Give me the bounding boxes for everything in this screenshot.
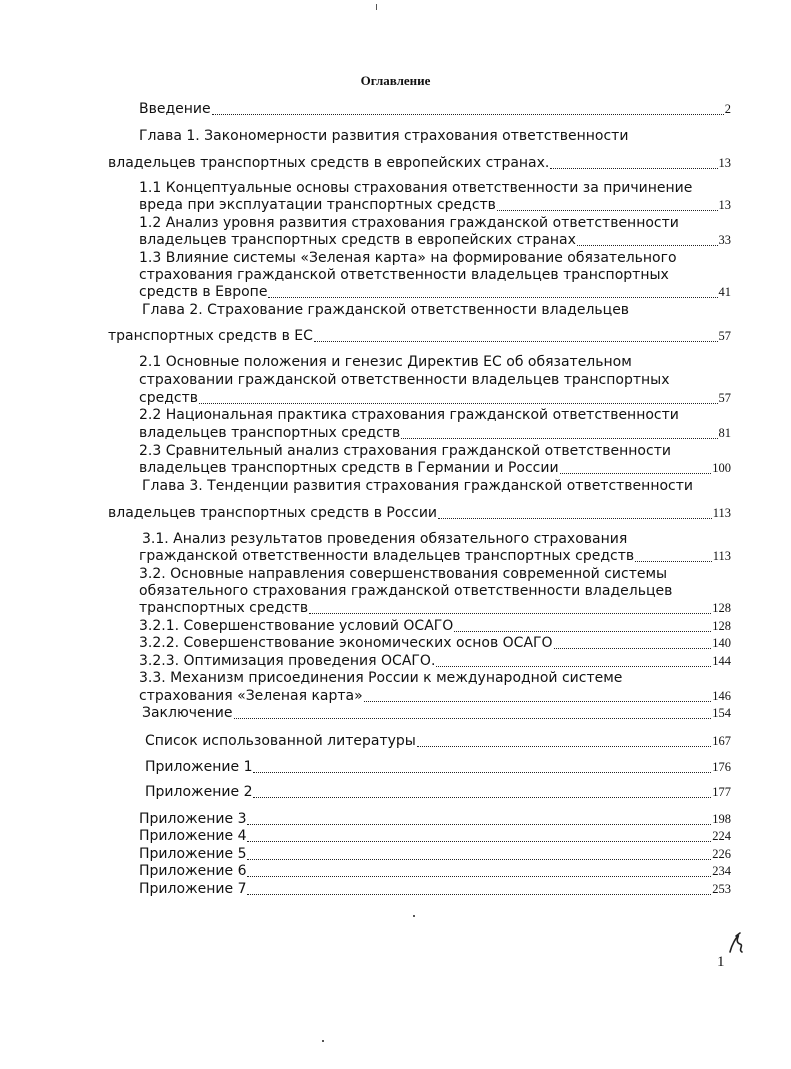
toc-entry-text: владельцев транспортных средств в европейских странах. — [108, 155, 550, 171]
toc-entry-chapter-2[interactable] — [108, 328, 731, 345]
toc-entry-conclusion[interactable] — [142, 705, 731, 722]
toc-entry-text: Приложение 2 — [145, 784, 253, 800]
toc-entry-2-3-line1: 2.3 Сравнительный анализ страхования гражданской ответственности — [139, 443, 671, 459]
dot-leader — [253, 772, 711, 773]
toc-entry-2-1-line2: страховании гражданской ответственности владельцев транспортных — [139, 372, 670, 388]
toc-page-number: 57 — [718, 329, 731, 343]
toc-page-number: 226 — [712, 847, 731, 861]
toc-entry-2-1[interactable] — [139, 390, 731, 407]
toc-entry-1-3[interactable] — [139, 284, 731, 301]
toc-page-number: 167 — [712, 734, 731, 748]
toc-entry-chapter-1-line1: Глава 1. Закономерности развития страхования ответственности — [139, 128, 629, 144]
toc-entry-text: Приложение 5 — [139, 846, 247, 862]
toc-entry-1-3-line1: 1.3 Влияние системы «Зеленая карта» на формирование обязательного — [139, 250, 677, 266]
toc-entry-3-2-1[interactable] — [139, 618, 731, 635]
toc-page-number: 198 — [712, 812, 731, 826]
toc-page-number: 176 — [712, 760, 731, 774]
toc-entry-chapter-1[interactable] — [108, 155, 731, 172]
toc-entry-text: Приложение 7 — [139, 881, 247, 897]
toc-entry-3-2-line2: обязательного страхования гражданской ответственности владельцев — [139, 583, 673, 599]
dot-leader — [309, 613, 711, 614]
toc-entry-1-3-line2: страхования гражданской ответственности владельцев транспортных — [139, 267, 669, 283]
toc-page-number: 234 — [712, 864, 731, 878]
toc-entry-3-2-3[interactable] — [139, 653, 731, 670]
toc-entry-text: Приложение 4 — [139, 828, 247, 844]
toc-entry-text: средств в Европе — [139, 284, 268, 300]
toc-entry-text: страхования «Зеленая карта» — [139, 688, 363, 704]
toc-entry-chapter-3-line1: Глава 3. Тенденции развития страхования гражданской ответственности — [142, 478, 693, 494]
page-title: Оглавление — [360, 73, 431, 88]
dot-leader — [212, 114, 724, 115]
toc-page-number: 113 — [712, 506, 731, 520]
toc-entry-1-1-line1: 1.1 Концептуальные основы страхования ответственности за причинение — [139, 180, 693, 196]
toc-entry-text: вреда при эксплуатации транспортных средств — [139, 197, 496, 213]
dot-leader — [635, 561, 712, 562]
toc-entry-text: Приложение 1 — [145, 759, 253, 775]
toc-entry-3-2-line1: 3.2. Основные направления совершенствования современной системы — [139, 566, 668, 582]
toc-entry-text: транспортных средств в ЕС — [108, 328, 313, 344]
dot-leader — [364, 701, 712, 702]
toc-entry-appendix-4[interactable] — [139, 828, 731, 845]
dot-leader — [268, 297, 717, 298]
dot-leader — [199, 403, 718, 404]
dot-leader — [247, 824, 711, 825]
toc-entry-text: Список использованной литературы — [145, 733, 416, 749]
toc-page-number: 57 — [718, 391, 731, 405]
toc-entry-text: 3.2.2. Совершенствование экономических основ ОСАГО — [139, 635, 553, 651]
toc-entry-1-1[interactable] — [139, 197, 731, 214]
toc-entry-text: 3.2.3. Оптимизация проведения ОСАГО. — [139, 653, 436, 669]
toc-entry-appendix-5[interactable] — [139, 846, 731, 863]
toc-entry-3-1-line1: 3.1. Анализ результатов проведения обязательного страхования — [142, 531, 628, 547]
toc-entry-appendix-3[interactable] — [139, 811, 731, 828]
toc-entry-1-2[interactable] — [139, 232, 731, 249]
toc-page-number: 33 — [718, 233, 731, 247]
toc-entry-text: гражданской ответственности владельцев транспортных средств — [139, 548, 635, 564]
toc-entry-3-2[interactable] — [139, 600, 731, 617]
toc-entry-3-3-line1: 3.3. Механизм присоединения России к международной системе — [139, 670, 623, 686]
toc-entry-appendix-2[interactable] — [145, 784, 731, 801]
toc-entry-introduction[interactable] — [139, 101, 731, 118]
dot-leader — [314, 341, 718, 342]
toc-page-number: 2 — [724, 102, 731, 116]
toc-page-number: 113 — [712, 549, 731, 563]
dot-leader — [247, 859, 711, 860]
toc-entry-3-1[interactable] — [139, 548, 731, 565]
toc-page-number: 13 — [718, 156, 731, 170]
toc-entry-text: владельцев транспортных средств в европейских странах — [139, 232, 576, 248]
dot-leader — [497, 210, 718, 211]
toc-entry-text: владельцев транспортных средств — [139, 425, 401, 441]
toc-entry-chapter-2-line1: Глава 2. Страхование гражданской ответственности владельцев — [142, 302, 630, 318]
toc-entry-2-2-line1: 2.2 Национальная практика страхования гражданской ответственности — [139, 407, 679, 423]
toc-page-number: 41 — [718, 285, 731, 299]
toc-page-number: 253 — [712, 882, 731, 896]
toc-page-number: 128 — [712, 601, 731, 615]
dot-leader — [247, 841, 711, 842]
toc-page-number: 81 — [718, 426, 731, 440]
toc-entry-text: Приложение 3 — [139, 811, 247, 827]
toc-entry-1-2-line1: 1.2 Анализ уровня развития страхования гражданской ответственности — [139, 215, 679, 231]
toc-entry-2-2[interactable] — [139, 425, 731, 442]
toc-page-number: 140 — [712, 636, 731, 650]
toc-entry-appendix-1[interactable] — [145, 759, 731, 776]
toc-entry-text: владельцев транспортных средств в Германии и России — [139, 460, 559, 476]
toc-entry-2-1-line1: 2.1 Основные положения и генезис Директив ЕС об обязательном — [139, 354, 632, 370]
toc-entry-appendix-7[interactable] — [139, 881, 731, 898]
dot-leader — [560, 473, 712, 474]
dot-leader — [577, 245, 718, 246]
dot-leader — [417, 746, 711, 747]
toc-entry-text: Заключение — [142, 705, 233, 721]
page-number: 1 — [717, 954, 725, 970]
toc-entry-text: средств — [139, 390, 198, 406]
dot-leader — [401, 438, 717, 439]
dot-leader — [454, 631, 711, 632]
dot-leader — [253, 797, 711, 798]
toc-entry-appendix-6[interactable] — [139, 863, 731, 880]
toc-page-number: 154 — [712, 706, 731, 720]
dot-leader — [247, 894, 711, 895]
toc-entry-3-3[interactable] — [139, 688, 731, 705]
dot-leader — [234, 718, 712, 719]
toc-entry-text: Введение — [139, 101, 211, 117]
dot-leader — [550, 168, 717, 169]
toc-entry-2-3[interactable] — [139, 460, 731, 477]
dot-leader — [247, 876, 711, 877]
toc-page-number: 144 — [712, 654, 731, 668]
toc-page-number: 128 — [712, 619, 731, 633]
toc-page-number: 177 — [712, 785, 731, 799]
toc-page-number: 13 — [718, 198, 731, 212]
toc-entry-text: 3.2.1. Совершенствование условий ОСАГО — [139, 618, 454, 634]
toc-page-number: 100 — [712, 461, 731, 475]
dot-leader — [438, 518, 712, 519]
toc-entry-text: транспортных средств — [139, 600, 309, 616]
toc-entry-chapter-3[interactable] — [108, 505, 731, 522]
handwritten-mark-icon — [726, 930, 750, 958]
toc-page-number: 146 — [712, 689, 731, 703]
toc-page-number: 224 — [712, 829, 731, 843]
toc-entry-text: владельцев транспортных средств в России — [108, 505, 438, 521]
toc-entry-text: Приложение 6 — [139, 863, 247, 879]
toc-entry-references[interactable] — [145, 733, 731, 750]
toc-entry-3-2-2[interactable] — [139, 635, 731, 652]
dot-leader — [436, 666, 711, 667]
dot-leader — [554, 648, 712, 649]
